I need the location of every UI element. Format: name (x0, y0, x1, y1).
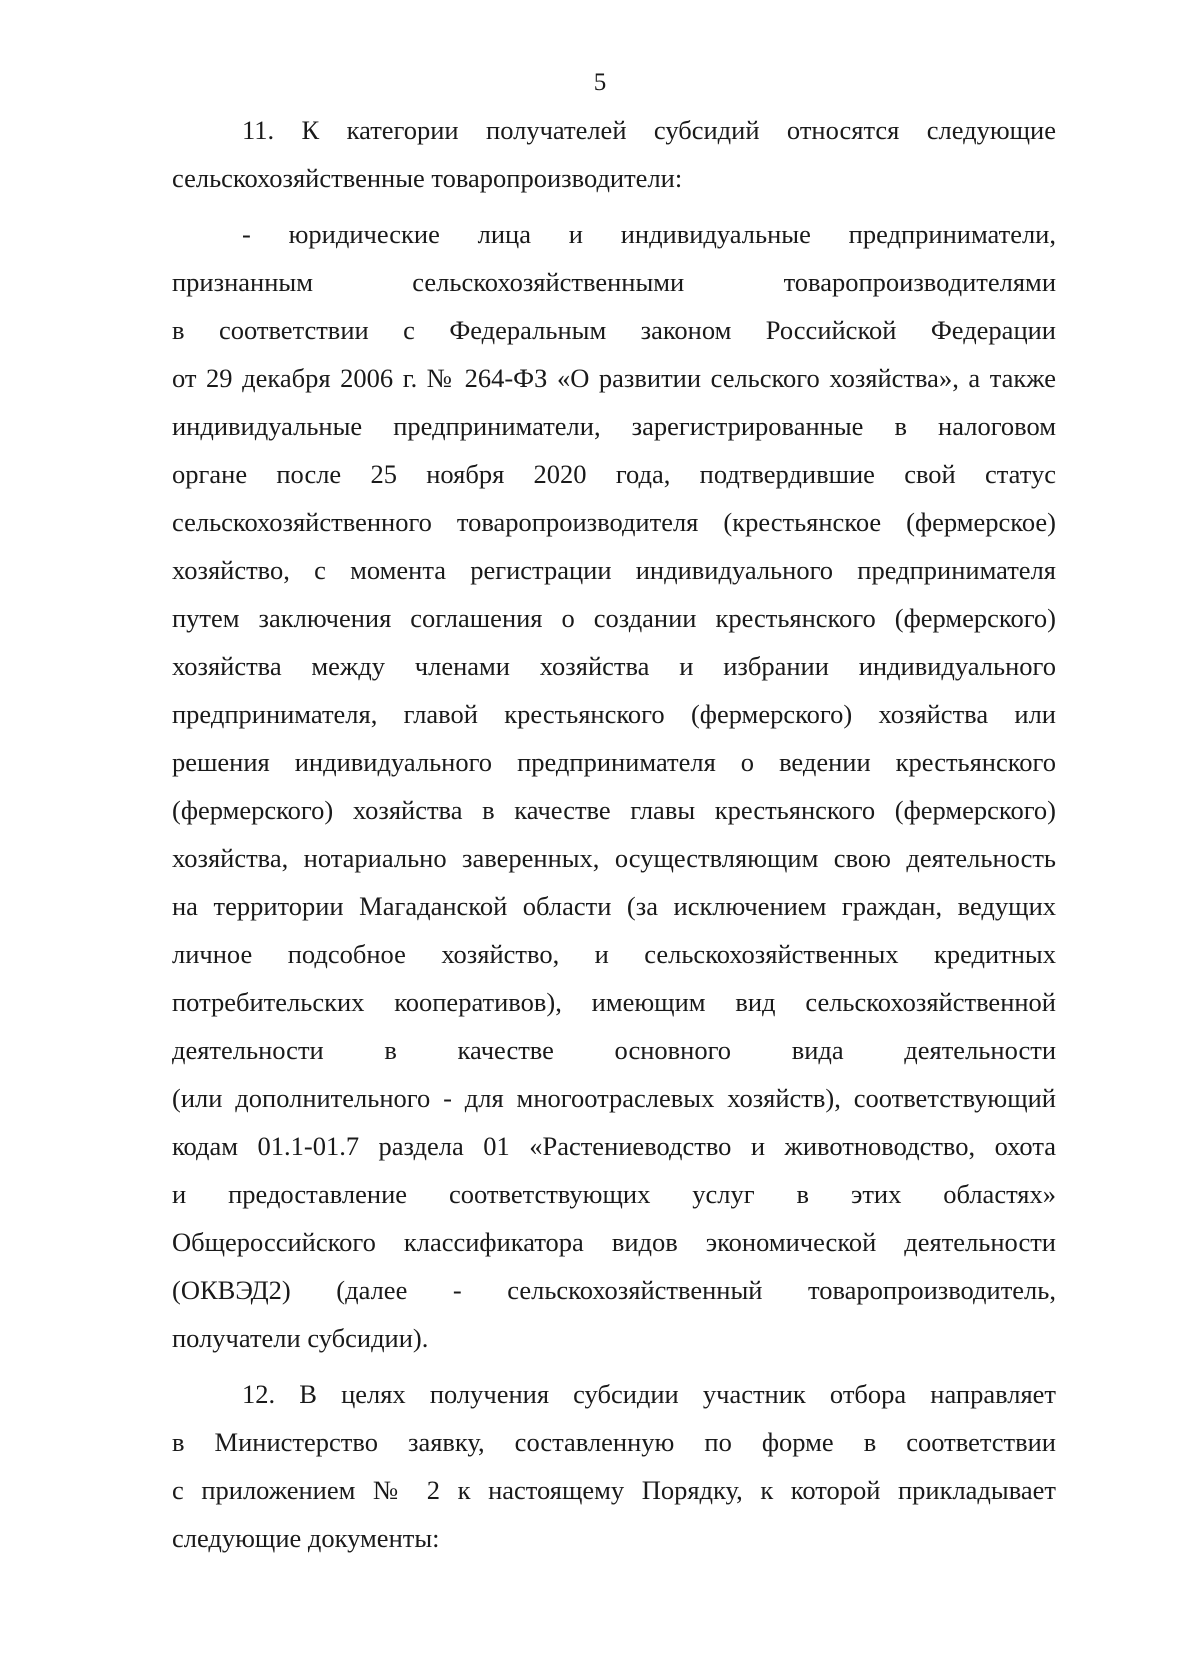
text-line: на территории Магаданской области (за исключением граждан, ведущих (172, 891, 1056, 921)
text-line: - юридические лица и индивидуальные предприниматели, (242, 219, 1056, 249)
text-line: хозяйство, с момента регистрации индивидуального предпринимателя (172, 555, 1056, 585)
text-line: в соответствии с Федеральным законом Российской Федерации (172, 315, 1056, 345)
text-line: 11. К категории получателей субсидий относятся следующие (242, 115, 1056, 145)
text-line: хозяйства, нотариально заверенных, осуществляющим свою деятельность (172, 843, 1056, 873)
text-line: (или дополнительного - для многоотраслевых хозяйств), соответствующий (172, 1083, 1056, 1113)
text-line: органе после 25 ноября 2020 года, подтвердившие свой статус (172, 459, 1056, 489)
text-line: в Министерство заявку, составленную по форме в соответствии (172, 1427, 1056, 1457)
page-number: 5 (593, 69, 607, 96)
text-line: путем заключения соглашения о создании крестьянского (фермерского) (172, 603, 1056, 633)
paragraph-11 (172, 106, 1056, 202)
text-line: решения индивидуального предпринимателя о ведении крестьянского (172, 747, 1056, 777)
text-line: с приложением № 2 к настоящему Порядку, к которой прикладывает (172, 1475, 1056, 1505)
text-line: хозяйства между членами хозяйства и избрании индивидуального (172, 651, 1056, 681)
text-line: деятельности в качестве основного вида деятельности (172, 1035, 1056, 1065)
text-line: (фермерского) хозяйства в качестве главы крестьянского (фермерского) (172, 795, 1056, 825)
paragraph-recipients-list (172, 210, 1056, 1362)
text-line: и предоставление соответствующих услуг в этих областях» (172, 1179, 1056, 1209)
text-line: сельскохозяйственного товаропроизводителя (крестьянское (фермерское) (172, 507, 1056, 537)
text-line: Общероссийского классификатора видов экономической деятельности (172, 1227, 1056, 1257)
text-line: 12. В целях получения субсидии участник отбора направляет (242, 1379, 1056, 1409)
document-body (172, 106, 1056, 1562)
text-line: личное подсобное хозяйство, и сельскохозяйственных кредитных (172, 939, 1056, 969)
text-line: кодам 01.1-01.7 раздела 01 «Растениеводство и животноводство, охота (172, 1131, 1056, 1161)
text-line: потребительских кооперативов), имеющим вид сельскохозяйственной (172, 987, 1056, 1017)
text-line: следующие документы: (172, 1523, 440, 1553)
text-line: (ОКВЭД2) (далее - сельскохозяйственный товаропроизводитель, (172, 1275, 1056, 1305)
text-line: от 29 декабря 2006 г. № 264-ФЗ «О развитии сельского хозяйства», а также (172, 363, 1056, 393)
text-line: признанным сельскохозяйственными товаропроизводителями (172, 267, 1056, 297)
paragraph-12 (172, 1370, 1056, 1562)
text-line: сельскохозяйственные товаропроизводители: (172, 163, 683, 193)
text-line: индивидуальные предприниматели, зарегистрированные в налоговом (172, 411, 1056, 441)
text-line: получатели субсидии). (172, 1323, 429, 1353)
text-line: предпринимателя, главой крестьянского (фермерского) хозяйства или (172, 699, 1056, 729)
